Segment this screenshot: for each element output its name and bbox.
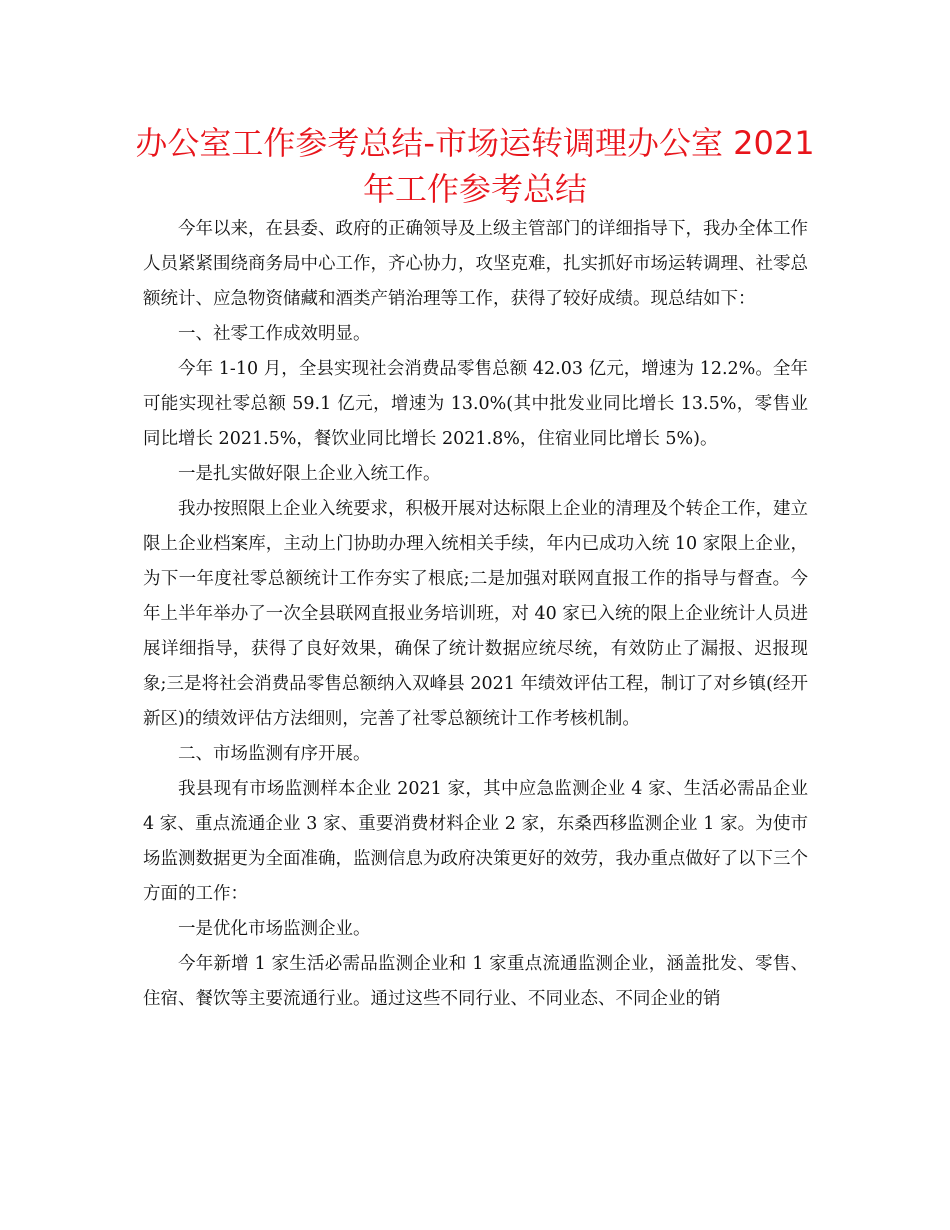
paragraph: 我办按照限上企业入统要求，积极开展对达标限上企业的清理及个转企工作，建立限上企业档案库，主动上门协助办理入统相关手续，年内已成功入统 10 家限上企业，为下一年度社零总额统计工作夯实了根底;二是加强对联网直报工作的指导与督查。今年上半年举办了一次全县联网直报业务培训班，对 40 家已入统的限上企业统计人员进展详细指导，获得了良好效果，确保了统计数据应统尽统，有效防止了漏报、迟报现象;三是将社会消费品零售总额纳入双峰县 2021 年绩效评估工程，制订了对乡镇(经开新区)的绩效评估方法细则，完善了社零总额统计工作考核机制。 xyxy=(143,499,808,729)
paragraph: 今年以来，在县委、政府的正确领导及上级主管部门的详细指导下，我办全体工作人员紧紧围绕商务局中心工作，齐心协力，攻坚克难，扎实抓好市场运转调理、社零总额统计、应急物资储藏和酒类产销治理等工作，获得了较好成绩。现总结如下： xyxy=(143,219,808,309)
subsection-heading: 一是优化市场监测企业。 xyxy=(178,919,371,939)
paragraph: 今年 1-10 月，全县实现社会消费品零售总额 42.03 亿元，增速为 12.2%。全年可能实现社零总额 59.1 亿元，增速为 13.0%(其中批发业同比增长 13.5%，零售业同比增长 2021.5%，餐饮业同比增长 2021.8%，住宿业同比增长 5%)。 xyxy=(143,359,808,449)
subsection-heading: 一是扎实做好限上企业入统工作。 xyxy=(178,464,441,484)
document-title: 办公室工作参考总结-市场运转调理办公室 2021 年工作参考总结 xyxy=(135,124,815,208)
document-body xyxy=(143,212,808,1017)
paragraph: 今年新增 1 家生活必需品监测企业和 1 家重点流通监测企业，涵盖批发、零售、住宿、餐饮等主要流通行业。通过这些不同行业、不同业态、不同企业的销 xyxy=(143,954,808,1009)
section-heading: 二、市场监测有序开展。 xyxy=(178,744,371,764)
section-heading: 一、社零工作成效明显。 xyxy=(178,324,371,344)
paragraph: 我县现有市场监测样本企业 2021 家，其中应急监测企业 4 家、生活必需品企业 4 家、重点流通企业 3 家、重要消费材料企业 2 家，东桑西移监测企业 1 家。为使市场监测数据更为全面准确，监测信息为政府决策更好的效劳，我办重点做好了以下三个方面的工作： xyxy=(143,779,808,904)
